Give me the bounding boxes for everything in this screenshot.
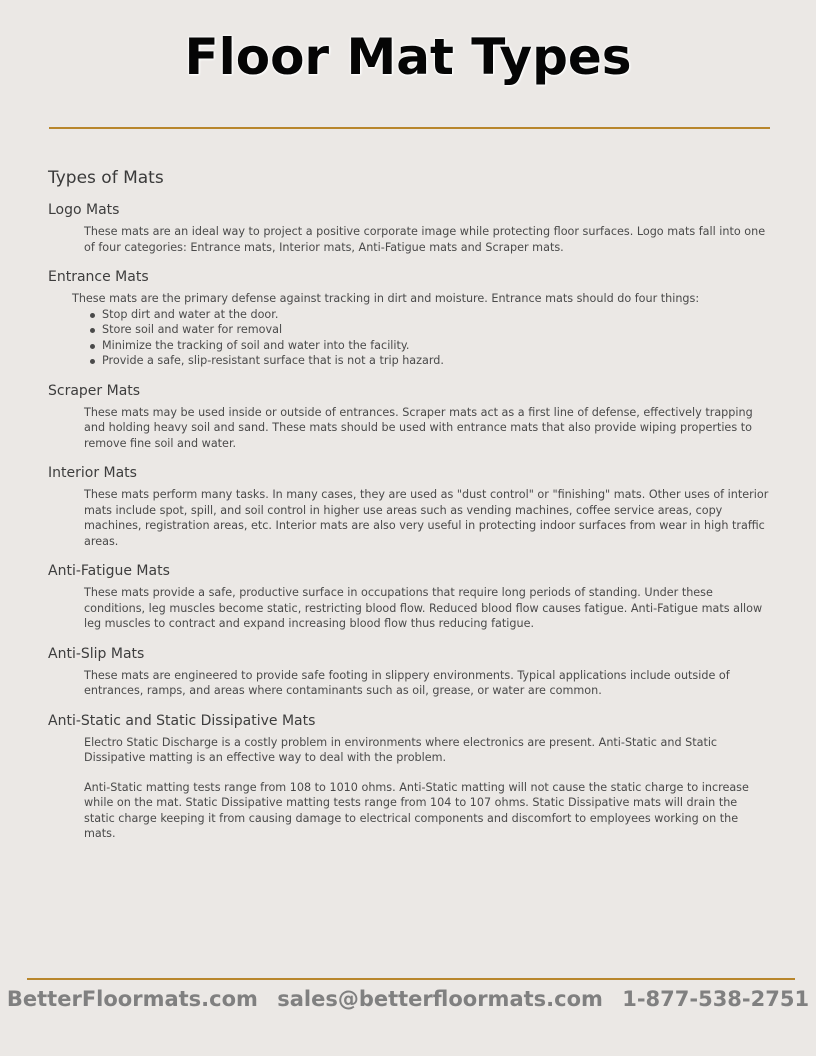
scraper-mats-section: [48, 383, 770, 452]
bottom-divider: [27, 978, 795, 980]
list-item: [80, 353, 770, 369]
list-item-text: Minimize the tracking of soil and water into the facility.: [102, 338, 410, 352]
anti-fatigue-mats-body: These mats provide a safe, productive surface in occupations that require long periods of standing. Under these conditions, leg muscles become static, restricting blood flow. Reduced blood flow causes fatigue. Anti-Fatigue mats allow leg muscles to contract and expand increasing blood flow thus reducing fatigue.: [84, 586, 763, 630]
list-item-text: Store soil and water for removal: [102, 323, 283, 336]
top-divider: [49, 127, 770, 129]
footer-phone: 1-877-538-2751: [622, 987, 810, 1011]
list-item: [80, 307, 770, 323]
bullet-icon: [90, 359, 95, 364]
bullet-icon: [90, 313, 95, 318]
scraper-mats-body: These mats may be used inside or outside of entrances. Scraper mats act as a first line of defense, effectively trapping and holding heavy soil and sand. These mats should be used with entrance mats that also provide wiping properties to remove fine soil and water.: [84, 405, 753, 450]
anti-fatigue-mats-section: [48, 563, 770, 632]
interior-mats-body: These mats perform many tasks. In many cases, they are used as "dust control" or "finishing" mats. Other uses of interior mats include spot, spill, and soil control in higher use areas such as vending machines, coffee service areas, copy machines, registration areas, etc. Interior mats are also very useful in protecting indoor surfaces from wear in high traffic areas.: [84, 488, 769, 548]
anti-static-mats-section: [48, 713, 770, 842]
anti-slip-mats-body: These mats are engineered to provide safe footing in slippery environments. Typical applications include outside of entrances, ramps, and areas where contaminants such as oil, grease, or water are common.: [84, 668, 730, 697]
list-item-text: Stop dirt and water at the door.: [102, 307, 279, 321]
anti-fatigue-mats-heading: Anti-Fatigue Mats: [48, 563, 170, 579]
footer-website: BetterFloormats.com: [6, 987, 258, 1011]
logo-mats-section: [48, 202, 770, 255]
main-content: [48, 168, 770, 856]
bullet-icon: [90, 328, 95, 333]
interior-mats-heading: Interior Mats: [48, 465, 137, 481]
bullet-icon: [90, 344, 95, 349]
footer-email: sales@betterfloormats.com: [277, 987, 603, 1011]
anti-static-mats-body-2: Anti-Static matting tests range from 108 to 1010 ohms. Anti-Static matting will not cause the static charge to increase while on the mat. Static Dissipative matting tests range from 104 to 107 ohms. Static Dissipative mats will drain the static charge keeping it from causing damage to electrical components and discomfort to employees working on the mats.: [84, 780, 749, 840]
interior-mats-section: [48, 465, 770, 549]
entrance-mats-heading: Entrance Mats: [48, 269, 149, 285]
entrance-mats-bullet-list: [48, 307, 770, 369]
entrance-mats-section: [48, 269, 770, 369]
scraper-mats-heading: Scraper Mats: [48, 382, 141, 399]
list-item-text: Provide a safe, slip-resistant surface that is not a trip hazard.: [102, 354, 444, 367]
list-item: [80, 322, 770, 338]
entrance-mats-body: These mats are the primary defense against tracking in dirt and moisture. Entrance mats should do four things:: [72, 292, 700, 305]
footer-contact: [0, 987, 816, 1011]
section-title: Types of Mats: [48, 168, 164, 188]
anti-slip-mats-section: [48, 646, 770, 699]
page-title: Floor Mat Types: [184, 28, 632, 86]
anti-static-mats-body-1: Electro Static Discharge is a costly problem in environments where electronics are present. Anti-Static and Static Dissipative matting is an effective way to deal with the problem.: [84, 735, 718, 764]
logo-mats-body: These mats are an ideal way to project a positive corporate image while protecting floor surfaces. Logo mats fall into one of four categories: Entrance mats, Interior mats, Anti-Fatigue mats and Scraper mats.: [84, 225, 766, 254]
anti-slip-mats-heading: Anti-Slip Mats: [48, 645, 145, 662]
anti-static-mats-heading: Anti-Static and Static Dissipative Mats: [48, 712, 316, 729]
logo-mats-heading: Logo Mats: [48, 202, 120, 218]
list-item: [80, 338, 770, 354]
